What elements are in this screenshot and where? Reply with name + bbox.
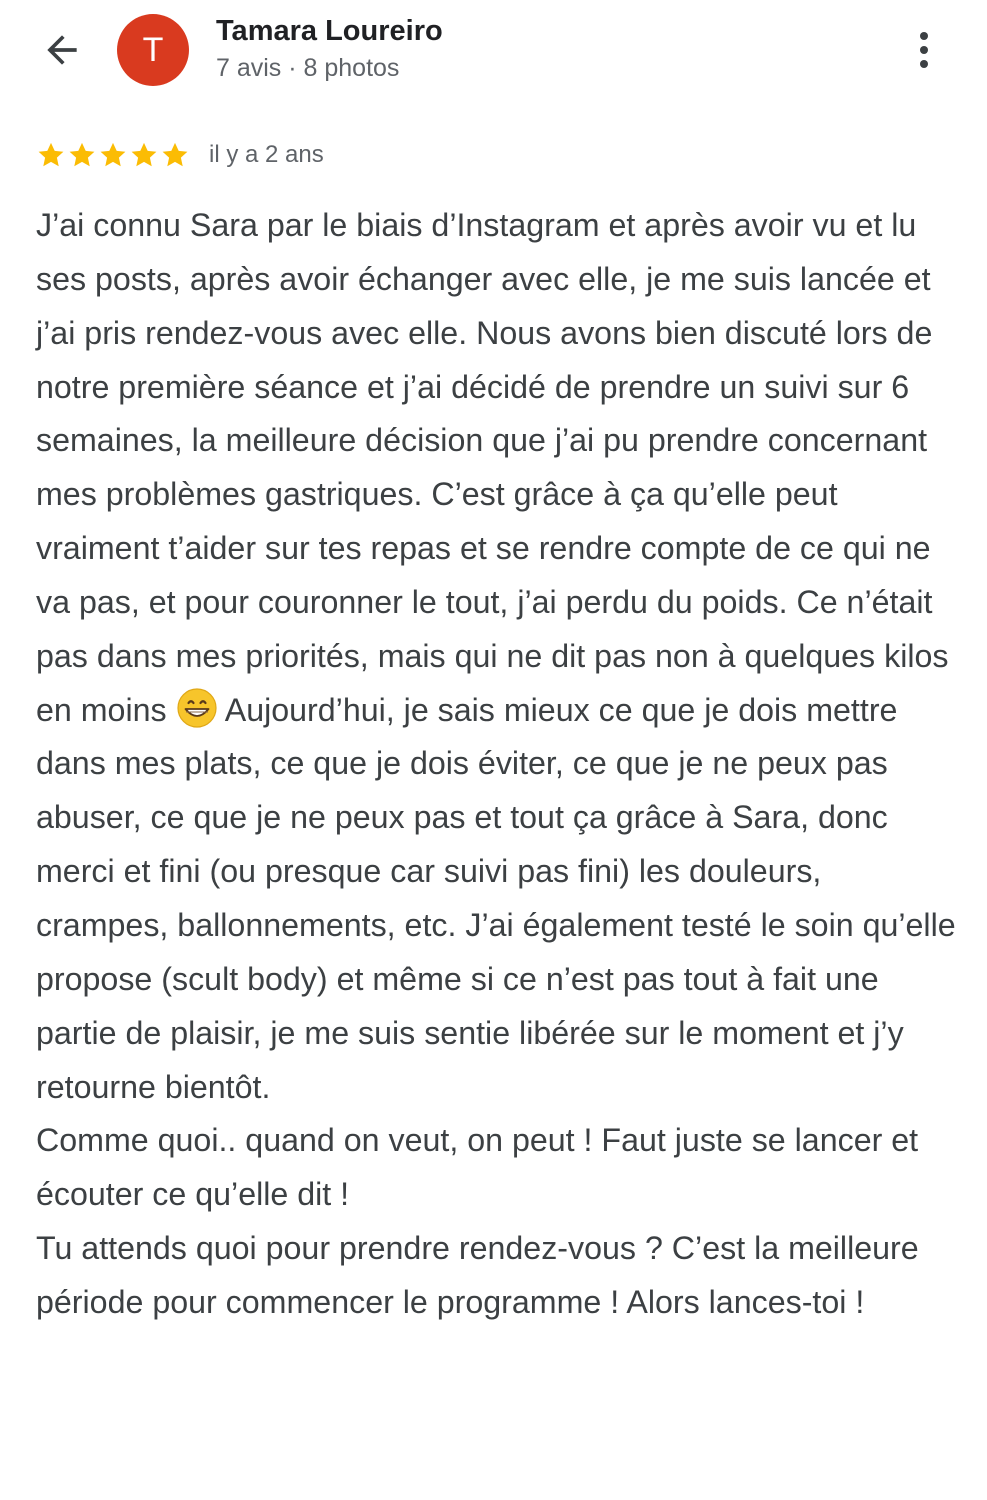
review-paragraph-3: Tu attends quoi pour prendre rendez-vous ? C’est la meilleure période pour commencer le programme ! Alors lances-toi !	[36, 1230, 919, 1320]
review-text-part-1: J’ai connu Sara par le biais d’Instagram et après avoir vu et lu ses posts, après avoir échanger avec elle, je me suis lancée et j’ai pris rendez-vous avec elle. Nous avons bien discuté lors de notre première séance et j’ai décidé de prendre un suivi sur 6 semaines, la meilleure décision que j’ai pu prendre concernant mes problèmes gastriques. C’est grâce à ça qu’elle peut vraiment t’aider sur tes repas et se rendre compte de ce qui ne va pas, et pour couronner le tout, j’ai perdu du poids. Ce n’était pas dans mes priorités, mais qui ne dit pas non à quelques kilos en moins	[36, 207, 949, 728]
user-name[interactable]: Tamara Loureiro	[216, 15, 443, 47]
star-icon	[36, 140, 66, 170]
review-date: il y a 2 ans	[209, 141, 324, 168]
review-paragraph-2: Comme quoi.. quand on veut, on peut ! Faut juste se lancer et écouter ce qu’elle dit !	[36, 1122, 919, 1213]
more-vertical-icon	[920, 32, 928, 40]
review-text-part-2: Aujourd’hui, je sais mieux ce que je dois mettre dans mes plats, ce que je dois éviter, ce que je ne peux pas abuser, ce que je ne peux pas et tout ça grâce à Sara, donc merci et fini (ou presque car suivi pas fini) les douleurs, crampes, ballonnements, etc. J’ai également testé le soin qu’elle propose (scult body) et même si ce n’est pas tout à fait une partie de plaisir, je me suis sentie libérée sur le moment et j’y retourne bientôt.	[36, 691, 956, 1105]
star-rating	[36, 140, 191, 170]
review-text	[36, 199, 961, 1330]
review-header	[0, 0, 987, 100]
rating-row	[36, 138, 324, 172]
more-vertical-icon-dot	[920, 60, 928, 68]
star-icon	[160, 140, 190, 170]
more-vertical-icon-dot	[920, 46, 928, 54]
star-icon	[67, 140, 97, 170]
user-meta: 7 avis · 8 photos	[216, 54, 400, 82]
back-button[interactable]	[38, 26, 86, 74]
avatar[interactable]	[117, 14, 189, 86]
grinning-face-emoji	[176, 687, 218, 729]
star-icon	[129, 140, 159, 170]
review-paragraph-1	[36, 199, 961, 1114]
avatar-letter: T	[142, 30, 164, 69]
more-options-button[interactable]	[900, 24, 948, 76]
arrow-back-icon	[40, 28, 84, 72]
star-icon	[98, 140, 128, 170]
